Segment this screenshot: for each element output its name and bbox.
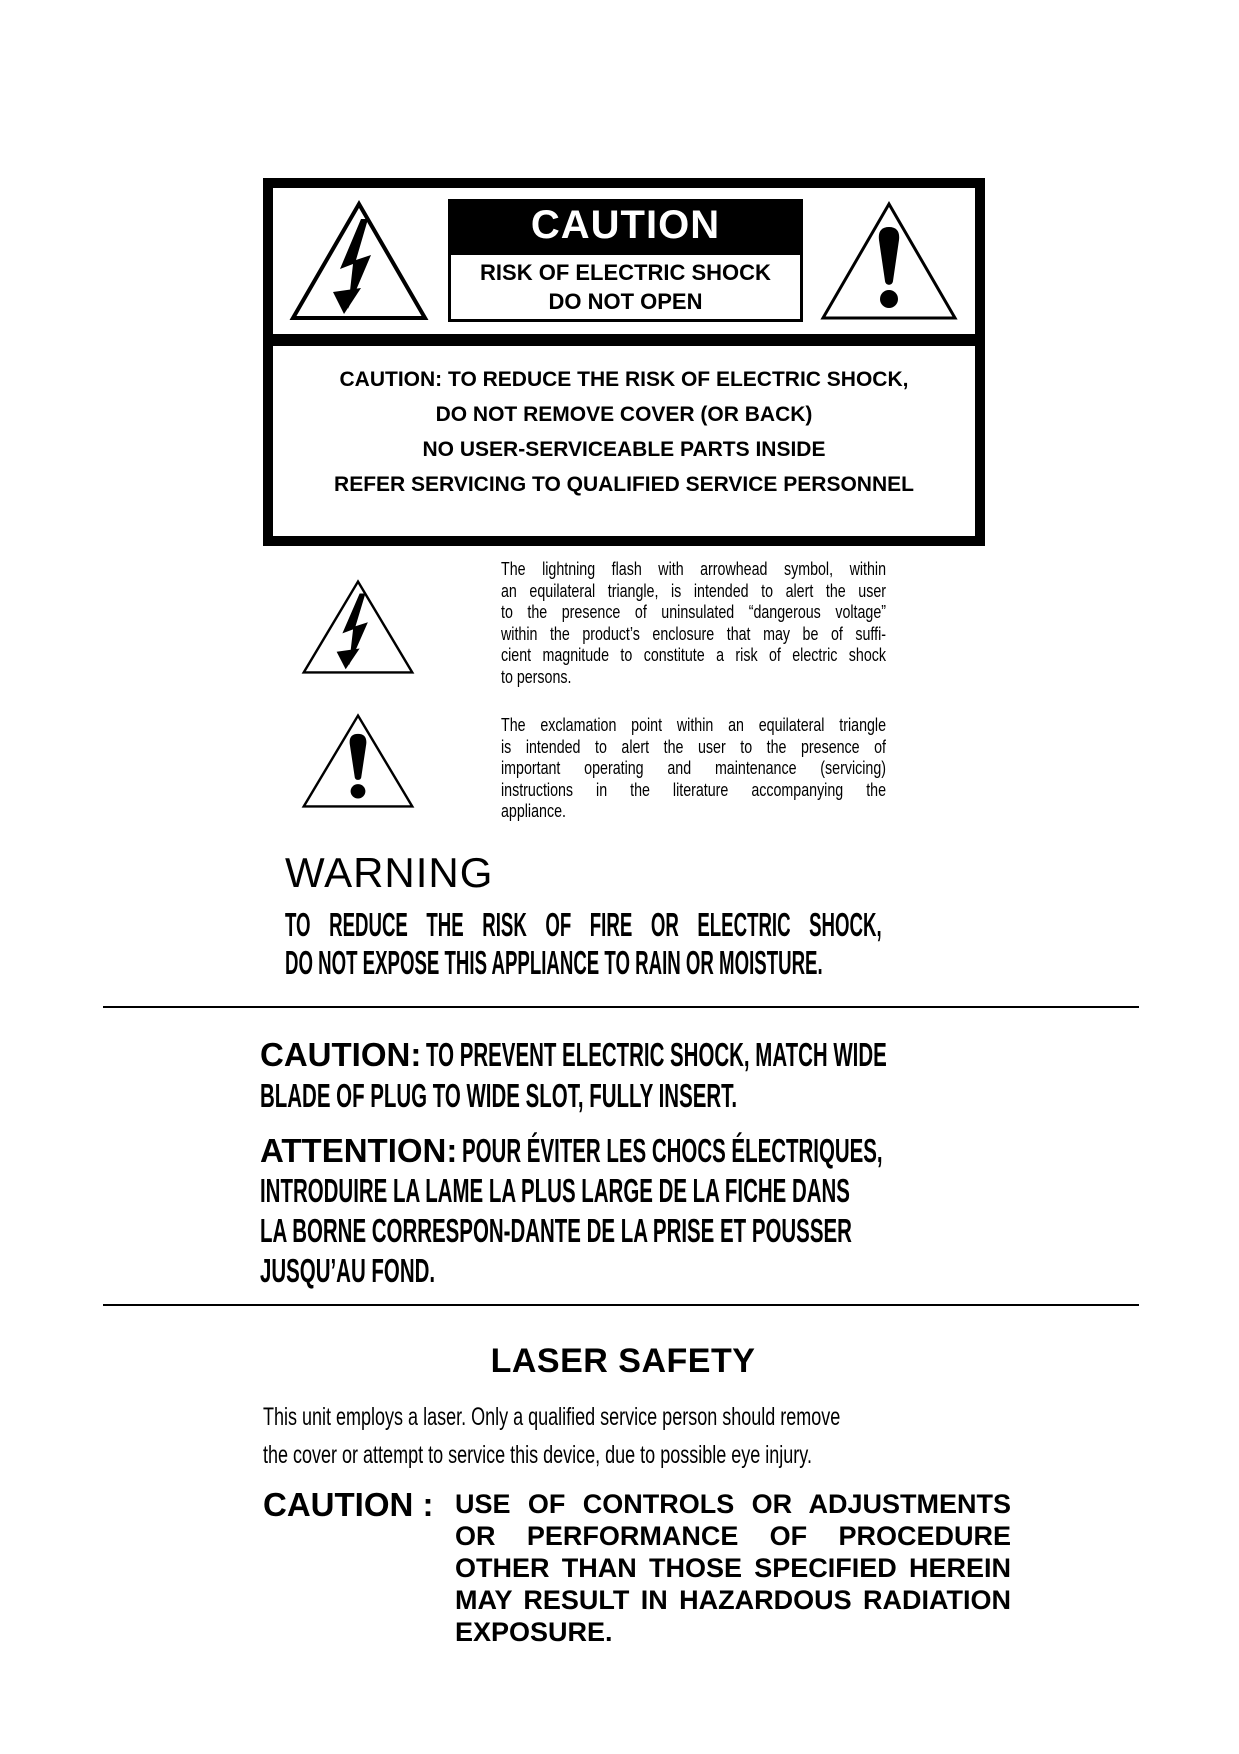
exclamation-triangle-icon [816,197,962,325]
note-line: The exclamation point within an equilateral triangle [501,714,886,735]
laser-safety-body [263,1398,911,1474]
notice-line: CAUTION: TO REDUCE THE RISK OF ELECTRIC SHOCK, [339,368,909,391]
lightning-bolt-triangle-icon [298,576,418,678]
laser-caution-line: EXPOSURE. [455,1617,613,1647]
note-line: The lightning flash with arrowhead symbol, within [501,558,886,579]
laser-body-line: This unit employs a laser. Only a qualified service person should remove [263,1403,841,1431]
attention-label: ATTENTION: [260,1132,458,1169]
note-line: to the presence of uninsulated “dangerous voltage” [501,601,886,622]
caution-line [260,1079,1169,1120]
note-line: within the product’s enclosure that may be of suffi- [501,622,886,644]
laser-caution-statement [455,1488,1011,1648]
hazard-box-upper-panel [273,188,975,334]
laser-caution-line: MAY RESULT IN HAZARDOUS RADIATION [455,1585,1011,1615]
risk-panel [448,252,803,322]
hazard-warning-box [263,178,985,546]
notice-line: NO USER-SERVICEABLE PARTS INSIDE [422,438,826,461]
caution-label-unit [448,199,803,322]
caution-english-block [260,1038,1169,1120]
warning-line: DO NOT EXPOSE THIS APPLIANCE TO RAIN OR MOISTURE. [285,944,823,981]
risk-line: DO NOT OPEN [548,289,703,314]
horizontal-rule [103,1304,1139,1306]
attention-line [260,1134,1215,1174]
exclamation-triangle-icon [298,710,418,812]
attention-french-block [260,1134,1215,1294]
note-line: an equilateral triangle, is intended to alert the user [501,579,886,601]
horizontal-rule [103,1006,1139,1008]
exclamation-symbol-note [501,714,886,822]
attention-text: POUR ÉVITER LES CHOCS ÉLECTRIQUES, [461,1132,883,1169]
laser-caution-line: OR PERFORMANCE OF PROCEDURE [455,1521,1011,1551]
hazard-box-divider [273,334,975,346]
warning-title: WARNING [285,849,494,896]
lightning-bolt-triangle-icon [286,197,432,325]
note-line: appliance. [501,800,566,821]
note-line: is intended to alert the user to the presence of [501,735,886,757]
warning-line: TO REDUCE THE RISK OF FIRE OR ELECTRIC SHOCK, [285,906,882,943]
laser-body-line: the cover or attempt to service this device, due to possible eye injury. [263,1441,812,1469]
laser-caution-line: OTHER THAN THOSE SPECIFIED HEREIN [455,1553,1011,1583]
note-line: to persons. [501,665,572,687]
caution-banner: CAUTION [448,199,803,252]
warning-statement [285,906,882,982]
attention-line [260,1174,1215,1214]
attention-line [260,1254,1215,1294]
note-line: important operating and maintenance (servicing) [501,757,886,778]
attention-line [260,1214,1215,1254]
laser-safety-heading-row [263,1342,983,1381]
notice-line: DO NOT REMOVE COVER (OR BACK) [435,403,813,426]
attention-text: JUSQU’AU FOND. [260,1252,436,1289]
laser-caution-label: CAUTION : [263,1486,434,1523]
attention-text: LA BORNE CORRESPON-DANTE DE LA PRISE ET POUSSER [260,1212,852,1249]
caution-text: TO PREVENT ELECTRIC SHOCK, MATCH WIDE [425,1036,887,1073]
caution-label: CAUTION: [260,1036,422,1073]
hazard-box-notice-panel [273,346,975,536]
notice-line: REFER SERVICING TO QUALIFIED SERVICE PERSONNEL [334,473,914,496]
note-line: cient magnitude to constitute a risk of electric shock [501,644,886,665]
laser-caution-line: USE OF CONTROLS OR ADJUSTMENTS [455,1489,1011,1519]
lightning-symbol-note [501,558,886,687]
laser-safety-title: LASER SAFETY [490,1342,756,1380]
attention-text: INTRODUIRE LA LAME LA PLUS LARGE DE LA FICHE DANS [260,1172,850,1209]
caution-text: BLADE OF PLUG TO WIDE SLOT, FULLY INSERT. [260,1077,738,1114]
risk-line: RISK OF ELECTRIC SHOCK [480,260,771,285]
caution-line [260,1038,1169,1079]
note-line: instructions in the literature accompanying the [501,778,886,800]
